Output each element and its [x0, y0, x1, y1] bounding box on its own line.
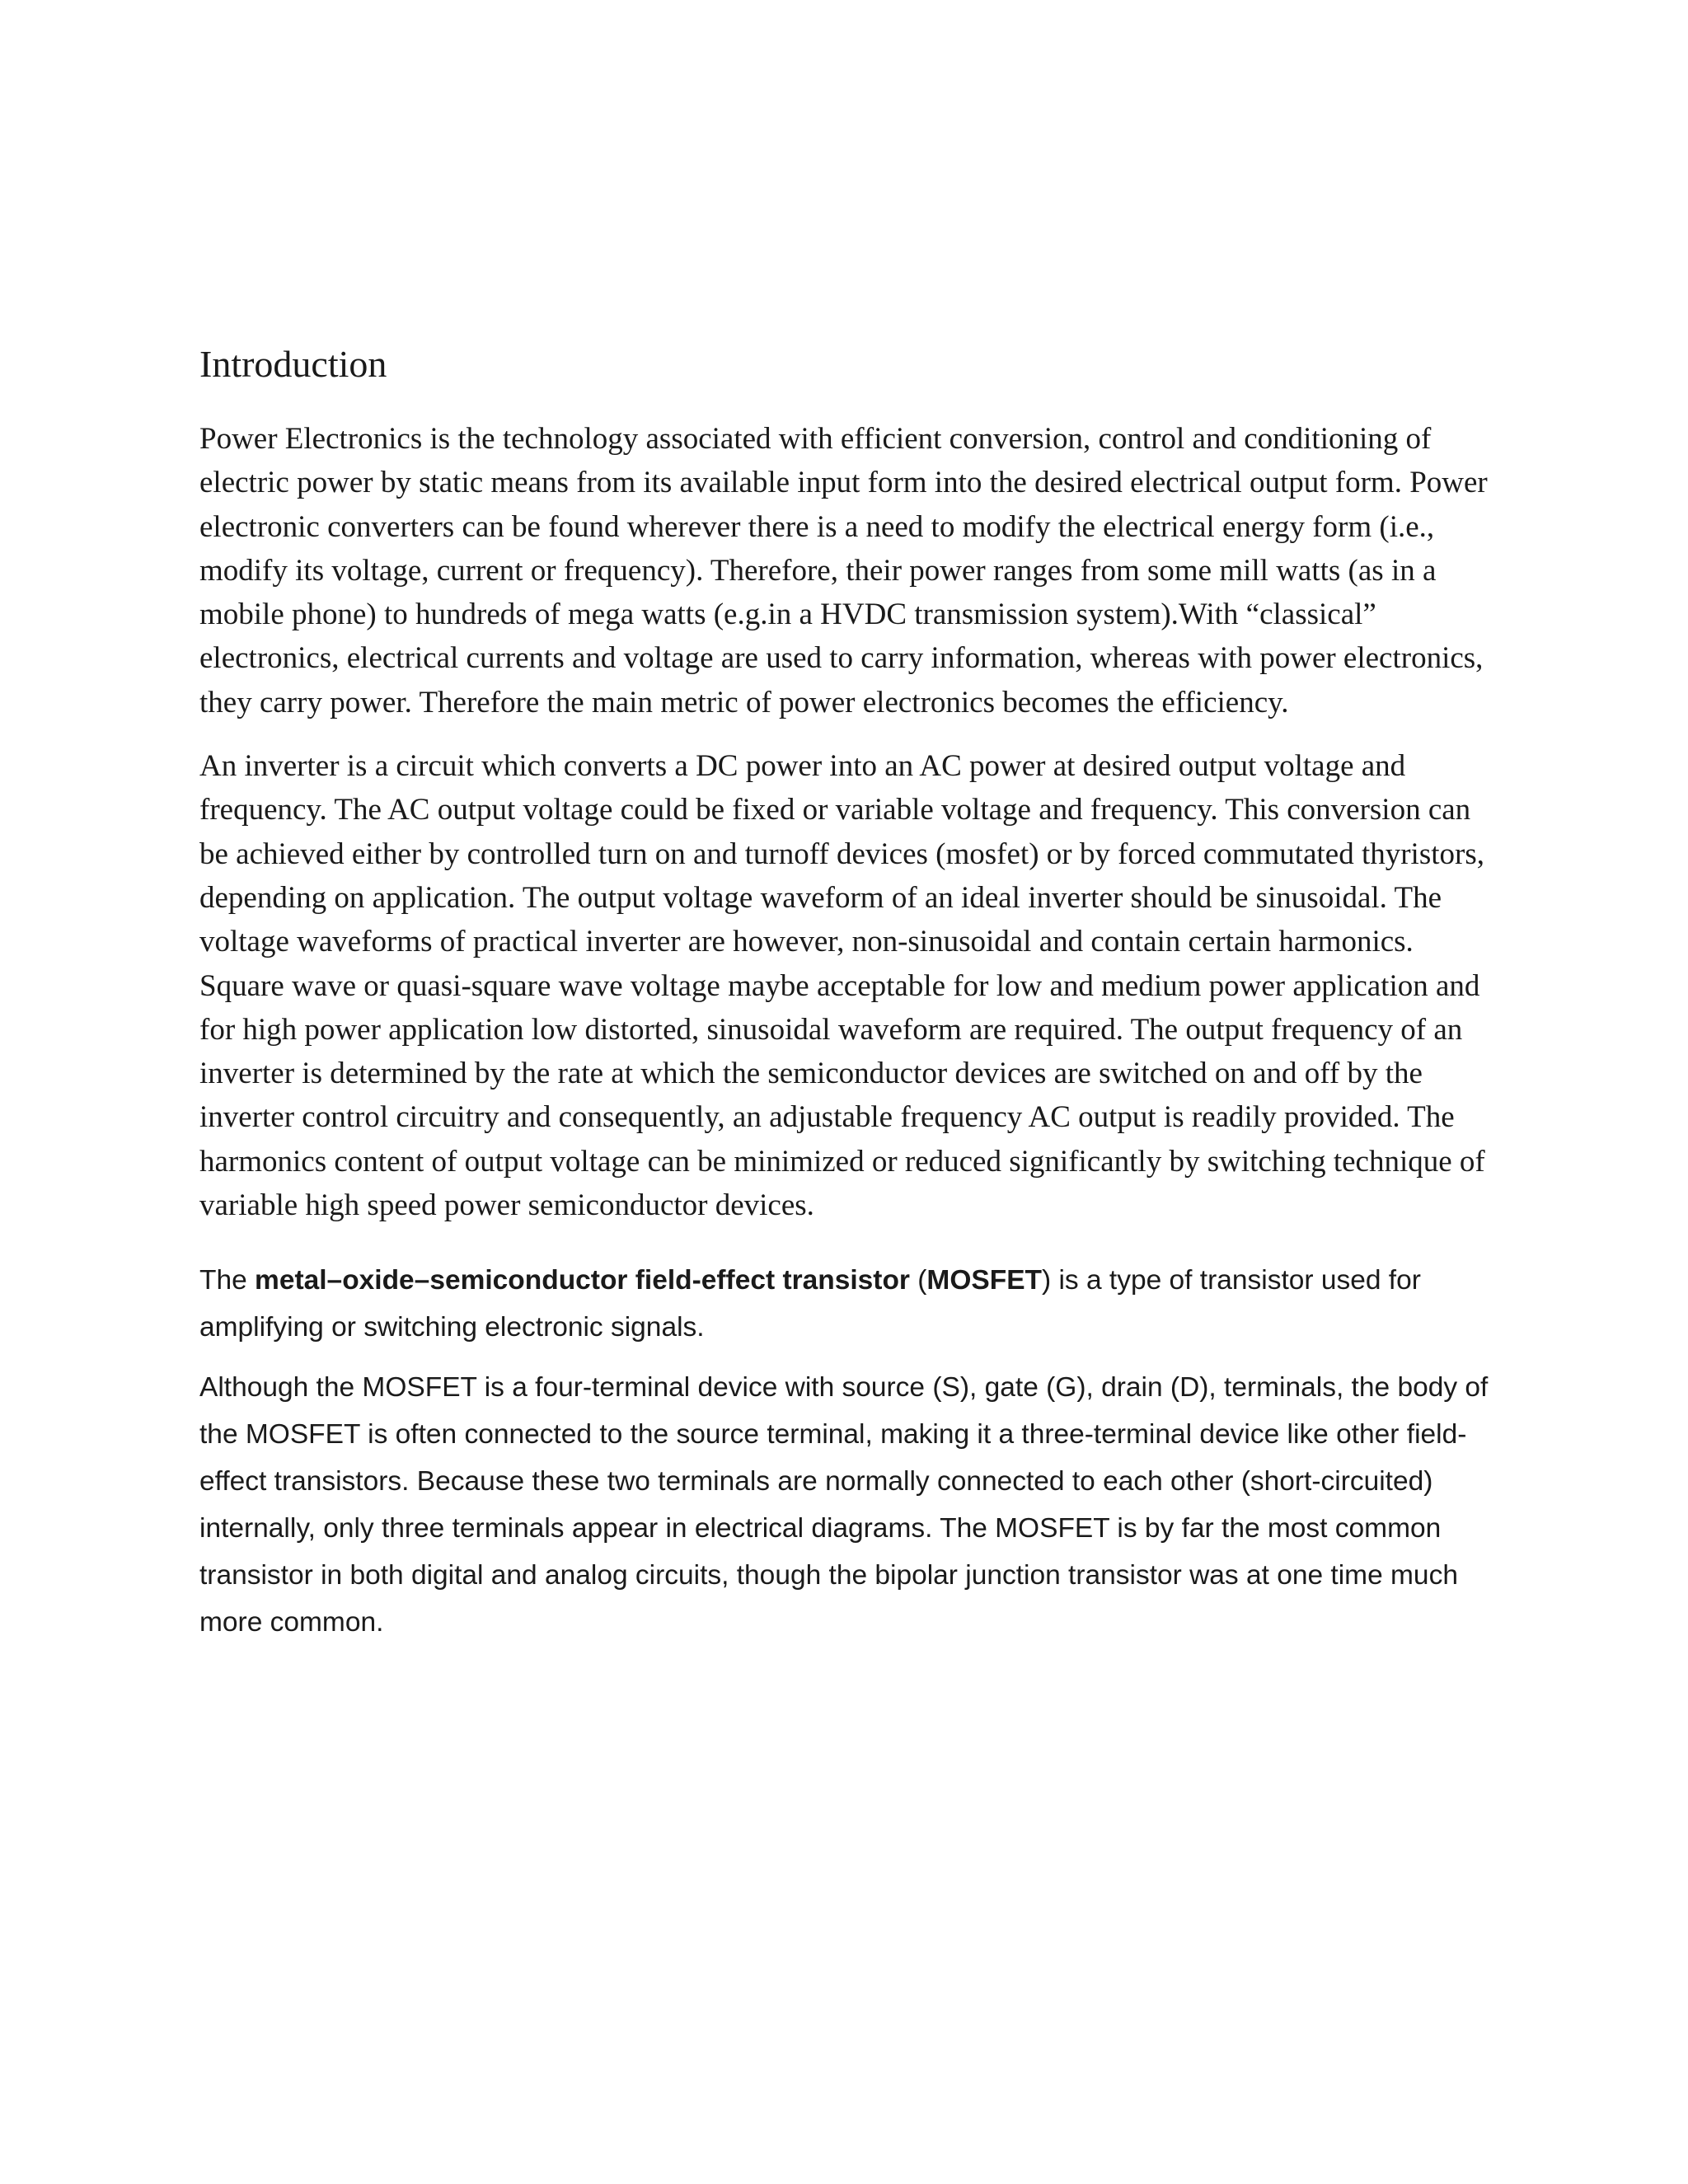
mosfet-paren-open: (	[909, 1265, 927, 1296]
mosfet-term: metal–oxide–semiconductor field-effect transistor	[255, 1265, 910, 1296]
inverter-paragraph: An inverter is a circuit which converts a DC power into an AC power at desired output voltage and frequency. The AC output voltage could be fixed or variable voltage and frequency. This conversion can be achieved either by controlled turn on and turnoff devices (mosfet) or by forced commutated thyristors, depending on application. The output voltage waveform of an ideal inverter should be sinusoidal. The voltage waveforms of practical inverter are however, non-sinusoidal and contain certain harmonics. Square wave or quasi-square wave voltage maybe acceptable for low and medium power application and for high power application low distorted, sinusoidal waveform are required. The output frequency of an inverter is determined by the rate at which the semiconductor devices are switched on and off by the inverter control circuitry and consequently, an adjustable frequency AC output is readily provided. The harmonics content of output voltage can be minimized or reduced significantly by switching technique of variable high speed power semiconductor devices.	[199, 749, 1485, 1223]
power-electronics-paragraph: Power Electronics is the technology associated with efficient conversion, control and conditioning of electric power by static means from its available input form into the desired electrical output form. Power electronic converters can be found wherever there is a need to modify the electrical energy form (i.e., modify its voltage, current or frequency). Therefore, their power ranges from some mill watts (as in a mobile phone) to hundreds of mega watts (e.g.in a HVDC transmission system).With “classical” electronics, electrical currents and voltage are used to carry information, whereas with power electronics, they carry power. Therefore the main metric of power electronics becomes the efficiency.	[199, 422, 1488, 719]
mosfet-definition-suffix: ) is a type of transistor used for amplifying or switching electronic signals.	[199, 1265, 1421, 1343]
mosfet-abbreviation: MOSFET	[926, 1265, 1042, 1296]
section-heading: Introduction	[199, 343, 387, 385]
mosfet-definition-paragraph	[199, 1257, 1502, 1351]
mosfet-definition-prefix: The	[199, 1265, 256, 1296]
document-page	[199, 340, 1502, 1659]
mosfet-terminals-paragraph: Although the MOSFET is a four-terminal device with source (S), gate (G), drain (D), terminals, the body of the MOSFET is often connected to the source terminal, making it a three-terminal device like other field-effect transistors. Because these two terminals are normally connected to each other (short-circuited) internally, only three terminals appear in electrical diagrams. The MOSFET is by far the most common transistor in both digital and analog circuits, though the bipolar junction transistor was at one time much more common.	[199, 1372, 1489, 1638]
